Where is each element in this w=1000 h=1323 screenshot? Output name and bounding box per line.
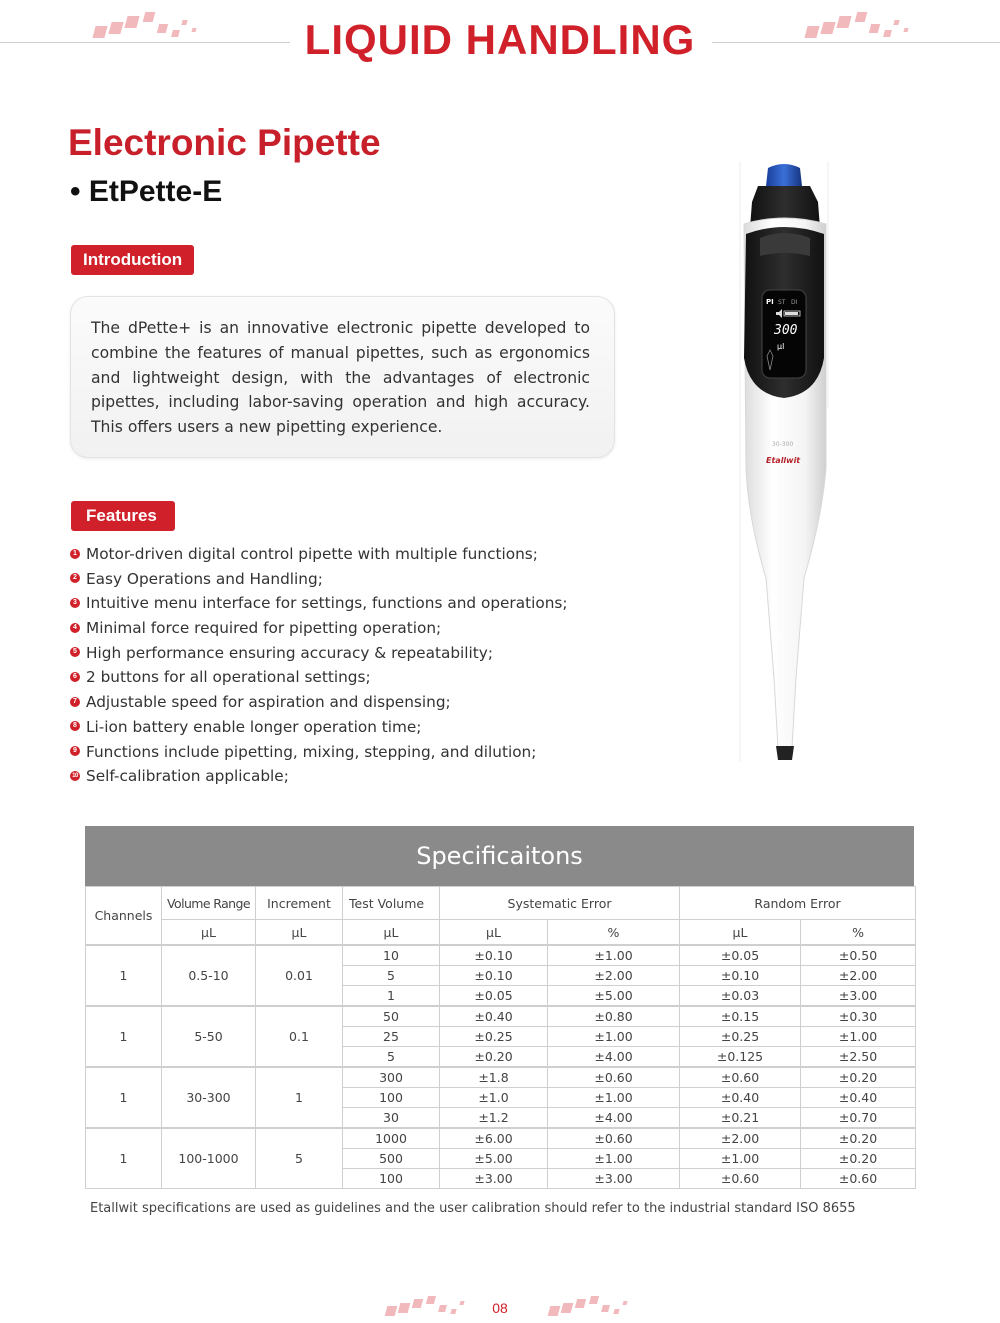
rand-pct-cell: ±2.00 xyxy=(801,966,916,986)
sys-ul-cell: ±1.2 xyxy=(440,1108,548,1129)
unit-cell: μL xyxy=(256,920,343,946)
number-badge-icon: 1 xyxy=(70,549,80,559)
volume-range-cell: 0.5-10 xyxy=(162,945,256,1006)
table-row xyxy=(86,1128,916,1149)
feature-item: 1 Motor-driven digital control pipette with multiple functions; xyxy=(70,542,568,567)
table-row xyxy=(86,1067,916,1088)
feature-item: 3 Intuitive menu interface for settings, functions and operations; xyxy=(70,591,568,616)
sys-ul-cell: ±0.25 xyxy=(440,1027,548,1047)
specifications-header: Specificaitons xyxy=(85,826,914,886)
header-random-error: Random Error xyxy=(680,887,916,920)
table-row xyxy=(86,1006,916,1027)
sys-pct-cell: ±1.00 xyxy=(548,1027,680,1047)
features-list xyxy=(70,542,568,789)
channels-cell: 1 xyxy=(86,1128,162,1189)
test-volume-cell: 1000 xyxy=(343,1128,440,1149)
rand-ul-cell: ±0.125 xyxy=(680,1047,801,1068)
test-volume-cell: 1 xyxy=(343,986,440,1007)
sys-pct-cell: ±1.00 xyxy=(548,1149,680,1169)
display-mode-di: DI xyxy=(791,299,798,306)
brand-logo: Etallwit xyxy=(766,456,801,465)
rand-ul-cell: ±2.00 xyxy=(680,1128,801,1149)
sys-ul-cell: ±6.00 xyxy=(440,1128,548,1149)
specifications-table xyxy=(85,886,916,1189)
test-volume-cell: 25 xyxy=(343,1027,440,1047)
header-systematic-error: Systematic Error xyxy=(440,887,680,920)
number-badge-icon: 8 xyxy=(70,721,80,731)
number-badge-icon: 5 xyxy=(70,647,80,657)
number-badge-icon: 10 xyxy=(70,771,80,781)
display-volume: 300 xyxy=(774,323,798,338)
introduction-text: The dPette+ is an innovative electronic pipette developed to combine the features of manual pipettes, such as ergonomics and lightweight design, with the advantages of electronic pipettes, including labor-saving operation and high accuracy. This offers users a new pipetting experience. xyxy=(91,319,590,437)
number-badge-icon: 9 xyxy=(70,746,80,756)
rand-ul-cell: ±1.00 xyxy=(680,1149,801,1169)
rand-ul-cell: ±0.05 xyxy=(680,945,801,966)
header-channels: Channels xyxy=(86,887,162,946)
sys-pct-cell: ±0.80 xyxy=(548,1006,680,1027)
plunger-cap xyxy=(766,164,802,186)
feature-item: 8 Li-ion battery enable longer operation time; xyxy=(70,715,568,740)
display-unit: μl xyxy=(777,342,785,351)
test-volume-cell: 30 xyxy=(343,1108,440,1129)
header-volume-range: Volume Range xyxy=(162,887,256,920)
sys-ul-cell: ±1.0 xyxy=(440,1088,548,1108)
channels-cell: 1 xyxy=(86,1067,162,1128)
sys-ul-cell: ±0.10 xyxy=(440,945,548,966)
rand-pct-cell: ±2.50 xyxy=(801,1047,916,1068)
sys-pct-cell: ±2.00 xyxy=(548,966,680,986)
sys-pct-cell: ±1.00 xyxy=(548,945,680,966)
test-volume-cell: 5 xyxy=(343,966,440,986)
volume-range-cell: 100-1000 xyxy=(162,1128,256,1189)
rand-ul-cell: ±0.60 xyxy=(680,1169,801,1189)
test-volume-cell: 5 xyxy=(343,1047,440,1068)
sys-ul-cell: ±0.10 xyxy=(440,966,548,986)
product-category-title: Electronic Pipette xyxy=(68,122,381,163)
channels-cell: 1 xyxy=(86,1006,162,1067)
rand-ul-cell: ±0.03 xyxy=(680,986,801,1007)
increment-cell: 0.1 xyxy=(256,1006,343,1067)
number-badge-icon: 3 xyxy=(70,598,80,608)
rand-pct-cell: ±0.50 xyxy=(801,945,916,966)
channels-cell: 1 xyxy=(86,945,162,1006)
sys-pct-cell: ±3.00 xyxy=(548,1169,680,1189)
rand-pct-cell: ±1.00 xyxy=(801,1027,916,1047)
unit-cell: μL xyxy=(343,920,440,946)
rand-pct-cell: ±0.20 xyxy=(801,1128,916,1149)
number-badge-icon: 7 xyxy=(70,697,80,707)
sys-ul-cell: ±1.8 xyxy=(440,1067,548,1088)
footer-dots-right xyxy=(549,1294,639,1318)
feature-item: 2 Easy Operations and Handling; xyxy=(70,567,568,592)
introduction-tag: Introduction xyxy=(71,245,194,275)
rand-pct-cell: ±0.60 xyxy=(801,1169,916,1189)
features-tag: Features xyxy=(71,501,175,531)
volume-range-cell: 5-50 xyxy=(162,1006,256,1067)
test-volume-cell: 50 xyxy=(343,1006,440,1027)
unit-cell: μL xyxy=(680,920,801,946)
rand-ul-cell: ±0.25 xyxy=(680,1027,801,1047)
product-name: • EtPette-E xyxy=(70,175,223,208)
number-badge-icon: 4 xyxy=(70,623,80,633)
rand-pct-cell: ±0.70 xyxy=(801,1108,916,1129)
feature-item: 9 Functions include pipetting, mixing, stepping, and dilution; xyxy=(70,740,568,765)
test-volume-cell: 300 xyxy=(343,1067,440,1088)
rand-ul-cell: ±0.15 xyxy=(680,1006,801,1027)
unit-cell: % xyxy=(548,920,680,946)
unit-cell: % xyxy=(801,920,916,946)
table-header-row xyxy=(86,887,916,920)
increment-cell: 0.01 xyxy=(256,945,343,1006)
unit-cell: μL xyxy=(162,920,256,946)
sys-pct-cell: ±5.00 xyxy=(548,986,680,1007)
tip-cone xyxy=(776,746,794,760)
sys-ul-cell: ±0.05 xyxy=(440,986,548,1007)
rand-ul-cell: ±0.60 xyxy=(680,1067,801,1088)
test-volume-cell: 10 xyxy=(343,945,440,966)
sys-pct-cell: ±4.00 xyxy=(548,1108,680,1129)
number-badge-icon: 2 xyxy=(70,573,80,583)
volume-range-cell: 30-300 xyxy=(162,1067,256,1128)
sys-ul-cell: ±0.40 xyxy=(440,1006,548,1027)
feature-item: 7 Adjustable speed for aspiration and dispensing; xyxy=(70,690,568,715)
number-badge-icon: 6 xyxy=(70,672,80,682)
table-row xyxy=(86,945,916,966)
increment-cell: 5 xyxy=(256,1128,343,1189)
sys-pct-cell: ±1.00 xyxy=(548,1088,680,1108)
electronic-pipette-image xyxy=(738,158,832,770)
increment-cell: 1 xyxy=(256,1067,343,1128)
page-number: 08 xyxy=(492,1300,508,1316)
header-increment: Increment xyxy=(256,887,343,920)
unit-cell: μL xyxy=(440,920,548,946)
rand-pct-cell: ±0.20 xyxy=(801,1067,916,1088)
specifications-note: Etallwit specifications are used as guidelines and the user calibration should refer to the industrial standard ISO 8655 xyxy=(90,1201,856,1216)
sys-ul-cell: ±5.00 xyxy=(440,1149,548,1169)
introduction-box xyxy=(70,296,615,458)
range-label: 30-300 xyxy=(772,441,794,448)
test-volume-cell: 500 xyxy=(343,1149,440,1169)
sys-pct-cell: ±0.60 xyxy=(548,1067,680,1088)
page-header-title: LIQUID HANDLING xyxy=(304,16,696,63)
sys-pct-cell: ±4.00 xyxy=(548,1047,680,1068)
display-mode-pi: PI xyxy=(766,298,774,306)
feature-item: 6 2 buttons for all operational settings; xyxy=(70,665,568,690)
display-mode-st: ST xyxy=(778,299,786,306)
test-volume-cell: 100 xyxy=(343,1169,440,1189)
feature-item: 10 Self-calibration applicable; xyxy=(70,764,568,789)
table-unit-row xyxy=(86,920,916,946)
rand-pct-cell: ±0.40 xyxy=(801,1088,916,1108)
sys-ul-cell: ±3.00 xyxy=(440,1169,548,1189)
rand-ul-cell: ±0.40 xyxy=(680,1088,801,1108)
rand-pct-cell: ±0.20 xyxy=(801,1149,916,1169)
rand-pct-cell: ±0.30 xyxy=(801,1006,916,1027)
test-volume-cell: 100 xyxy=(343,1088,440,1108)
sys-ul-cell: ±0.20 xyxy=(440,1047,548,1068)
feature-item: 5 High performance ensuring accuracy & repeatability; xyxy=(70,641,568,666)
header-test-volume: Test Volume xyxy=(343,887,440,920)
rand-ul-cell: ±0.10 xyxy=(680,966,801,986)
rand-pct-cell: ±3.00 xyxy=(801,986,916,1007)
rand-ul-cell: ±0.21 xyxy=(680,1108,801,1129)
feature-item: 4 Minimal force required for pipetting operation; xyxy=(70,616,568,641)
sys-pct-cell: ±0.60 xyxy=(548,1128,680,1149)
